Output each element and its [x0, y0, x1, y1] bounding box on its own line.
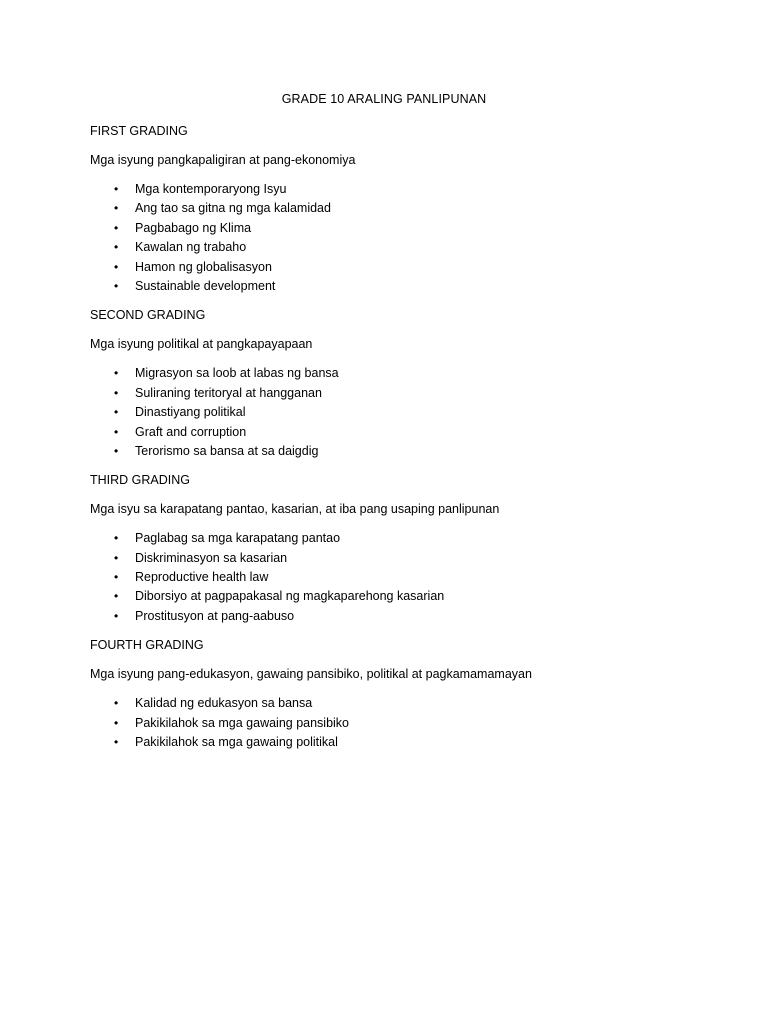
bullet-icon: • [114, 550, 119, 565]
section-third-grading [90, 471, 710, 626]
bullet-icon: • [114, 182, 119, 196]
list-item-label: Reproductive health law [135, 570, 269, 585]
list-item [90, 258, 710, 277]
bullet-icon: • [114, 366, 119, 381]
topic-list [90, 529, 710, 626]
list-item-label: Hamon ng globalisasyon [135, 259, 272, 274]
topic-list [90, 364, 710, 461]
list-item [90, 277, 710, 296]
section-heading: FIRST GRADING [90, 124, 188, 138]
list-item-label: Pakikilahok sa mga gawaing pansibiko [135, 715, 350, 730]
document-body [90, 122, 710, 762]
bullet-icon: • [114, 715, 119, 730]
section-intro: Mga isyu sa karapatang pantao, kasarian, at iba pang usaping panlipunan [90, 502, 500, 517]
bullet-icon: • [114, 735, 119, 750]
bullet-icon: • [114, 240, 119, 255]
bullet-icon: • [114, 220, 119, 235]
list-item-label: Dinastiyang politikal [135, 405, 246, 420]
section-first-grading [90, 122, 710, 296]
bullet-icon: • [114, 385, 119, 400]
list-item-label: Paglabag sa mga karapatang pantao [135, 531, 341, 546]
list-item [90, 364, 710, 383]
list-item [90, 587, 710, 606]
list-item-label: Terorismo sa bansa at sa daigdig [135, 443, 319, 458]
document-title: GRADE 10 ARALING PANLIPUNAN [281, 92, 487, 106]
list-item [90, 733, 710, 752]
list-item [90, 529, 710, 548]
list-item [90, 549, 710, 568]
section-intro: Mga isyung politikal at pangkapayapaan [90, 337, 313, 352]
list-item-label: Mga kontemporaryong Isyu [135, 182, 287, 196]
list-item [90, 403, 710, 422]
bullet-icon: • [114, 405, 119, 420]
bullet-icon: • [114, 424, 119, 439]
list-item-label: Kalidad ng edukasyon sa bansa [135, 696, 313, 711]
section-heading: SECOND GRADING [90, 308, 206, 323]
list-item-label: Diskriminasyon sa kasarian [135, 550, 288, 565]
list-item [90, 442, 710, 461]
bullet-icon: • [114, 201, 119, 216]
section-heading: THIRD GRADING [90, 473, 190, 488]
list-item [90, 180, 710, 199]
list-item-label: Pagbabago ng Klima [135, 220, 252, 235]
bullet-icon: • [114, 278, 119, 293]
bullet-icon: • [114, 259, 119, 274]
bullet-icon: • [114, 589, 119, 604]
bullet-icon: • [114, 608, 119, 623]
list-item-label: Migrasyon sa loob at labas ng bansa [135, 366, 339, 381]
list-item [90, 384, 710, 403]
section-second-grading [90, 306, 710, 461]
list-item [90, 714, 710, 733]
list-item-label: Graft and corruption [135, 424, 247, 439]
section-fourth-grading [90, 636, 710, 752]
section-intro: Mga isyung pangkapaligiran at pang-ekonomiya [90, 153, 356, 167]
list-item-label: Pakikilahok sa mga gawaing politikal [135, 735, 338, 750]
list-item [90, 607, 710, 626]
bullet-icon: • [114, 696, 119, 711]
list-item [90, 568, 710, 587]
list-item [90, 238, 710, 257]
section-heading: FOURTH GRADING [90, 638, 204, 653]
topic-list [90, 180, 710, 296]
list-item-label: Prostitusyon at pang-aabuso [135, 608, 295, 623]
list-item-label: Sustainable development [135, 278, 276, 293]
list-item [90, 199, 710, 218]
list-item [90, 423, 710, 442]
list-item-label: Suliraning teritoryal at hangganan [135, 385, 322, 400]
bullet-icon: • [114, 531, 119, 546]
list-item [90, 219, 710, 238]
list-item-label: Ang tao sa gitna ng mga kalamidad [135, 201, 331, 216]
bullet-icon: • [114, 570, 119, 585]
list-item [90, 694, 710, 713]
section-intro: Mga isyung pang-edukasyon, gawaing pansibiko, politikal at pagkamamamayan [90, 667, 532, 682]
bullet-icon: • [114, 443, 119, 458]
list-item-label: Kawalan ng trabaho [135, 240, 247, 255]
list-item-label: Diborsiyo at pagpapakasal ng magkaparehong kasarian [135, 589, 445, 604]
topic-list [90, 694, 710, 752]
